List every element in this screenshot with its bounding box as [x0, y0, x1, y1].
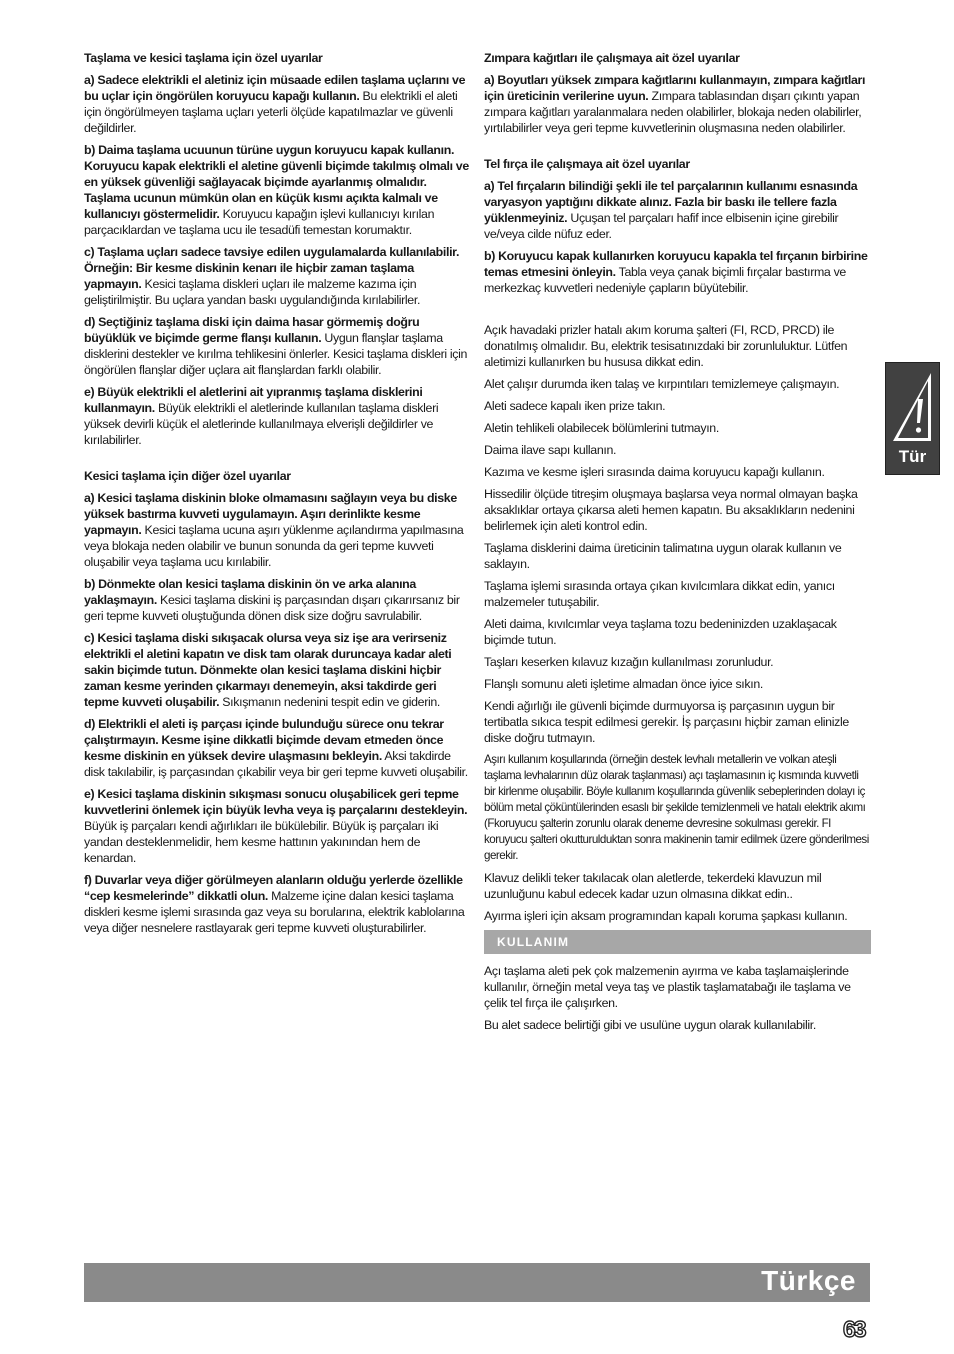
paragraph-workpiece: Kendi ağırlığı ile güvenli biçimde durmuyorsa iş parçasının uygun bir tertibatla sıkıca tespit edilmesi gerekir. İş parçasını hiçbir zaman elinizle diske doğru tutmayın.: [484, 699, 849, 745]
paragraph-flange-nut: Flanşlı somunu aleti işletime almadan önce iyice sıkın.: [484, 677, 763, 691]
page-number: 63: [843, 1316, 865, 1342]
paragraph-cutting-guard: Ayırma işleri için aksam programından kapalı koruma şapkası kullanın.: [484, 909, 848, 923]
side-tab-label: Tür: [898, 447, 927, 466]
spacer: [484, 142, 871, 156]
paragraph-sparks: Taşlama işlemi sırasında ortaya çıkan kıvılcımlara dikkat edin, yanıcı malzemeler tutuşabilir.: [484, 579, 835, 609]
spacer: [484, 302, 871, 322]
paragraph-rcd: Açık havadaki prizler hatalı akım koruma şalteri (FI, RCD, PRCD) ile donatılmış olmalıdır. Bu, elektrik tesisatınızdaki bir zorunluluktur. Lütfen aletimizi kullanırken bu hususa dikkat edin.: [484, 323, 848, 369]
paragraph-storage: Taşlama disklerini daima üreticinin talimatına uygun olarak kullanın ve saklayın.: [484, 541, 842, 571]
paragraph-cut-d: d) Elektrikli el aleti iş parçası içinde bulunduğu sürece onu tekrar çalıştırmayın. Kesme işine dikkatli biçimde devam etmeden önce kesme diskinin en yüksek devire ulaşmasını bekleyin. Aksi takdirde disk takılabilir, iş parçasından çıkabilir veya bir geri tepme kuvveti oluşabilir.: [84, 717, 468, 779]
paragraph-cut-c: c) Kesici taşlama diski sıkışacak olursa veya siz işe ara verirseniz elektrikli el aletini kapatın ve disk tam olarak duruncaya kadar aleti sakin biçimde tutun. Dönmekte olan kesici taşlama diskini hiçbir zaman kesme yerinden çıkarmayı denemeyin, aksi takdirde geri tepme kuvveti oluşabilir. Sıkışmanın nedenini tespit edin ve giderin.: [84, 631, 452, 709]
paragraph-hold: Aleti daima, kıvılcımlar veya taşlama tozu bedeninizden uzaklaşacak biçimde tutun.: [484, 617, 837, 647]
heading-cutting-warnings: Kesici taşlama için diğer özel uyarılar: [84, 469, 291, 483]
left-column: [84, 50, 471, 942]
paragraph-d: d) Seçtiğiniz taşlama diski için daima hasar görmemiş doğru büyüklük ve biçimde germe flanşı kullanın. Uygun flanşlar taşlama disklerini destekler ve kırılma tehlikesini önlerler. Kesici taşlama diskleri için öngörülen flanşlar diğer uçlara ait flanşlardan farklı olabilir.: [84, 315, 468, 377]
footer-language: Türkçe: [761, 1265, 856, 1296]
footer-bar: [84, 1263, 870, 1302]
paragraph-guide-sled: Taşları keserken kılavuz kızağın kullanılması zorunludur.: [484, 655, 774, 669]
spacer: [84, 454, 471, 468]
paragraph-cut-a: a) Kesici taşlama diskinin bloke olmamasını sağlayın veya bu diske yüksek bastırma kuvveti uygulamayın. Aşırı derinlikte kesme yapmayın. Kesici taşlama ucuna aşırı yüklenme açılandırma yapılmasına veya blokaja neden olabilir ve bunun sonunda da geri tepme kuvveti oluşabilir veya taşlama ucu kırılabilir.: [84, 491, 464, 569]
section-header-usage: KULLANIM: [484, 930, 871, 954]
heading-sandpaper-warnings: Zımpara kağıtları ile çalışmaya ait özel uyarılar: [484, 51, 740, 65]
paragraph-sand-a: a) Boyutları yüksek zımpara kağıtlarını kullanmayın, zımpara kağıtları için üreticinin verilerine uyun. Zımpara tablasından dışarı çıkıntı yapan zımpara kağıtları yaralanmalara neden olabilirler, blokaja neden olabilirler, yırtılabilirler veya geri tepme kuvvetlerinin oluşmasına neden olabilirler.: [484, 73, 866, 135]
paragraph-guard: Kazıma ve kesme işleri sırasında daima koruyucu kapağı kullanın.: [484, 465, 825, 479]
warning-exclamation-icon: [890, 369, 936, 445]
paragraph-wire-a: a) Tel fırçaların bilindiği şekli ile tel parçalarının kullanımı esnasında varyasyon yaptığını dikkate alınız. Fazla bir baskı ile tellere fazla yüklenmeyiniz. Uçuşan tel parçaları hafif ince elbisenin içine girebilir ve/veya cilde nüfuz eder.: [484, 179, 858, 241]
paragraph-guide-hole: Klavuz delikli teker takılacak olan aletlerde, tekerdeki klavuzun mil uzunluğunu kabul edecek kadar uzun olmasına dikkat edin..: [484, 871, 822, 901]
language-side-tab: [885, 362, 940, 475]
paragraph-extreme-use: Aşırı kullanım koşullarında (örneğin destek levhalı metallerin ve volkan ateşli taşlama levhalarının düz olarak taşlanması) açı taşlamasının iç kısmında kuvvetli bir kirlenme oluşabilir. Böyle kullanım koşullarında güvenlik sebeplerinden dolayı iç bölüm metal çöküntülerinden esaslı bir şekilde temizlenmeli ve hatalı elektrik akımı (Fkoruyucu şalterin zorunlu olarak deneme devresine sokulması gerekir. FI koruyucu şalteri okutturulduktan sonra makinenin tamir edilmek üzere gönderilmesi gerekir.: [484, 753, 869, 862]
paragraph-cut-f: f) Duvarlar veya diğer görülmeyen alanların olduğu yerlerde özellikle “cep kesmelerinde” dikkatli olun. Malzeme içine dalan kesici taşlama diskleri kesme işlemi sırasında gaz veya su borularına, elektrik kablolarına veya diğer nesnelere rastlayarak geri tepme kuvveti oluşturabilirler.: [84, 873, 465, 935]
paragraph-wire-b: b) Koruyucu kapak kullanırken koruyucu kapakla tel fırçanın birbirine temas etmesini önleyin. Tabla veya çanak biçimli fırçalar bastırma ve merkezkaç kuvvetleri nedeniyle çapların büyütebilir.: [484, 249, 868, 295]
paragraph-plug: Aleti sadece kapalı iken prize takın.: [484, 399, 666, 413]
paragraph-vibration: Hissedilir ölçüde titreşim oluşmaya başlarsa veya normal olmayan başka aksaklıklar ortaya çıkarsa aleti hemen kapatın. Bu aksaklıkların nedenini belirlemek için aleti kontrol edin.: [484, 487, 858, 533]
paragraph-e: e) Büyük elektrikli el aletlerini ait yıpranmış taşlama disklerini kullanmayın. Büyük elektrikli el aletlerinde kullanılan taşlama diskleri yüksek devirli küçük el aletlerinde kullanılmaya elverişli değildirler ve kırılabilirler.: [84, 385, 439, 447]
heading-wirebrush-warnings: Tel fırça ile çalışmaya ait özel uyarılar: [484, 157, 690, 171]
paragraph-c: c) Taşlama uçları sadece tavsiye edilen uygulamalarda kullanılabilir. Örneğin: Bir kesme diskinin kenarı ile hiçbir zaman taşlama yapmayın. Kesici taşlama diskleri uçları ile malzeme kazıma için geliştirilmiştir. Bu uçlara yandan baskı uygulandığında kırılabilirler.: [84, 245, 460, 307]
paragraph-usage-2: Bu alet sadece belirtiği gibi ve usulüne uygun olarak kullanılabilir.: [484, 1018, 816, 1032]
paragraph-chips: Alet çalışır durumda iken talaş ve kırpıntıları temizlemeye çalışmayın.: [484, 377, 840, 391]
paragraph-b: b) Daima taşlama ucuunun türüne uygun koruyucu kapak kullanın. Koruyucu kapak elektrikli el aletine güvenli biçimde takılmış olmalı ve en yüksek güvenliği sağlayacak biçimde ayarlanmış olmalıdır. Taşlama ucunun mümkün olan en küçük kısmı açıkta kalmalı ve kullanıcıyı göstermelidir. Koruyucu kapağın işlevi kullanıcıyı kırılan parçacıklardan ve taşlama ucu ile tesadüfi temestan korumaktır.: [84, 143, 469, 237]
paragraph-usage-1: Açı taşlama aleti pek çok malzemenin ayırma ve kaba taşlamaişlerinde kullanılır, örneğin metal veya taş ve plastik taşlamatabağı ile taşlama ve çelik tel fırça ile çalışırken.: [484, 964, 851, 1010]
paragraph-handle: Daima ilave sapı kullanın.: [484, 443, 617, 457]
paragraph-dangerous-parts: Aletin tehlikeli olabilecek bölümlerini tutmayın.: [484, 421, 719, 435]
paragraph-cut-e: e) Kesici taşlama diskinin sıkışması sonucu oluşabilicek geri tepme kuvvetlerini önlemek için büyük levha veya iş parçalarını destekleyin. Büyük iş parçaları kendi ağırlıkları ile bükülebilir. Büyük iş parçaları iki yandan desteklenmelidir, hem kesme hattının yakınından hem de kenardan.: [84, 787, 468, 865]
heading-grinding-warnings: Taşlama ve kesici taşlama için özel uyarılar: [84, 51, 323, 65]
paragraph-a: a) Sadece elektrikli el aletiniz için müsaade edilen taşlama uçlarını ve bu uçlar için öngörülen koruyucu kapağı kullanın. Bu elektrikli el aleti için öngörülmeyen taşlama uçları yeterli ölçüde kapatılmazlar ve güvenli değildirler.: [84, 73, 466, 135]
paragraph-cut-b: b) Dönmekte olan kesici taşlama diskinin ön ve arka alanına yaklaşmayın. Kesici taşlama diskini iş parçasından dışarı çıkarırsanız bir geri tepme kuvveti oluştuğunda dönen disk size doğru savrulabilir.: [84, 577, 460, 623]
right-column: [484, 50, 871, 1039]
